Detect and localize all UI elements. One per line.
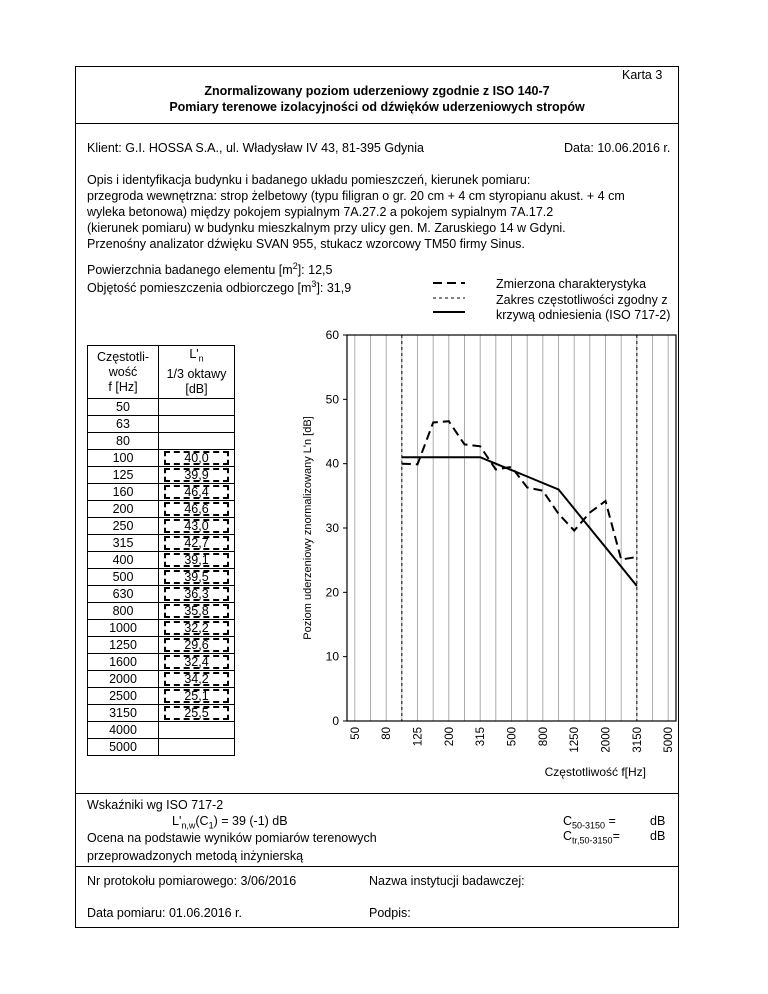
table-row bbox=[88, 484, 235, 501]
frequency-cell: 2500 bbox=[88, 688, 159, 705]
table-row bbox=[88, 450, 235, 467]
frequency-cell: 1250 bbox=[88, 637, 159, 654]
table-row bbox=[88, 671, 235, 688]
level-cell: 46,4 bbox=[159, 484, 235, 501]
frequency-cell: 125 bbox=[88, 467, 159, 484]
level-cell: 39,5 bbox=[159, 569, 235, 586]
table-header-frequency: Częstotli- wość f [Hz] bbox=[88, 346, 159, 399]
table-row bbox=[88, 416, 235, 433]
x-axis-label: Częstotliwość f[Hz] bbox=[544, 765, 646, 779]
level-cell: 40,0 bbox=[159, 450, 235, 467]
protocol-number: Nr protokołu pomiarowego: 3/06/2016 bbox=[87, 874, 297, 888]
frequency-cell: 3150 bbox=[88, 705, 159, 722]
table-row bbox=[88, 467, 235, 484]
divider bbox=[75, 123, 679, 124]
frequency-cell: 800 bbox=[88, 603, 159, 620]
frequency-cell: 50 bbox=[88, 399, 159, 416]
ctr-index: $C_{tr,50-3150}=$ bbox=[563, 829, 620, 846]
c-unit: dB bbox=[650, 814, 666, 828]
table-row bbox=[88, 620, 235, 637]
frequency-cell: 630 bbox=[88, 586, 159, 603]
y-tick-label: 0 bbox=[332, 714, 339, 728]
level-cell bbox=[159, 722, 235, 739]
y-tick-label: 40 bbox=[325, 456, 339, 471]
table-row bbox=[88, 569, 235, 586]
frequency-table bbox=[87, 345, 235, 756]
frequency-cell: 5000 bbox=[88, 739, 159, 756]
institution-label: Nazwa instytucji badawczej: bbox=[369, 874, 525, 888]
x-tick-label: 500 bbox=[506, 727, 519, 747]
level-cell: 39,1 bbox=[159, 552, 235, 569]
frequency-cell: 63 bbox=[88, 416, 159, 433]
table-row bbox=[88, 705, 235, 722]
assessment-line: przeprowadzonych metodą inżynierską bbox=[87, 849, 304, 863]
x-tick-label: 125 bbox=[412, 727, 425, 747]
frequency-cell: 1600 bbox=[88, 654, 159, 671]
table-row bbox=[88, 518, 235, 535]
measured-series-line bbox=[402, 421, 637, 559]
x-tick-label: 50 bbox=[349, 727, 362, 740]
description bbox=[87, 172, 625, 252]
indices-title: Wskaźniki wg ISO 717-2 bbox=[87, 798, 224, 812]
legend-range: Zakres częstotliwości zgodny z bbox=[496, 292, 668, 307]
level-cell bbox=[159, 739, 235, 756]
card-number: Karta 3 bbox=[622, 68, 663, 82]
table-header-level: $L'_n$ 1/3 oktawy [dB] bbox=[159, 346, 235, 399]
divider bbox=[75, 793, 679, 794]
table-row bbox=[88, 535, 235, 552]
description-line: Przenośny analizator dźwięku SVAN 955, stukacz wzorcowy TM50 firmy Sinus. bbox=[87, 237, 525, 251]
level-cell: 32,2 bbox=[159, 620, 235, 637]
table-header-symbol: $L'_n$ bbox=[189, 347, 204, 364]
level-cell bbox=[159, 399, 235, 416]
frequency-cell: 80 bbox=[88, 433, 159, 450]
level-cell: 46,6 bbox=[159, 501, 235, 518]
level-cell: 25,1 bbox=[159, 688, 235, 705]
x-tick-label: 2000 bbox=[600, 727, 613, 753]
y-tick-label: 30 bbox=[325, 521, 339, 535]
table-row bbox=[88, 654, 235, 671]
x-tick-label: 5000 bbox=[663, 727, 676, 753]
table-row bbox=[88, 552, 235, 569]
level-cell: 29,6 bbox=[159, 637, 235, 654]
table-row bbox=[88, 722, 235, 739]
ctr-unit: dB bbox=[650, 829, 666, 843]
y-tick-label: 10 bbox=[325, 649, 339, 664]
level-cell: 42,7 bbox=[159, 535, 235, 552]
level-cell: 43,0 bbox=[159, 518, 235, 535]
table-row bbox=[88, 603, 235, 620]
table-row bbox=[88, 501, 235, 518]
description-line: Opis i identyfikacja budynku i badanego układu pomieszczeń, kierunek pomiaru: bbox=[87, 173, 531, 187]
x-tick-label: 80 bbox=[381, 727, 394, 740]
x-tick-label: 800 bbox=[537, 727, 550, 747]
weighted-index: $L'_{n,w}(C_1) = 39$ (-1) dB bbox=[172, 814, 288, 831]
legend-measured: Zmierzona charakterystyka bbox=[496, 277, 647, 291]
frequency-cell: 200 bbox=[88, 501, 159, 518]
c-index: $C_{50-3150}$ = bbox=[563, 814, 616, 831]
room-volume: Objętość pomieszczenia odbiorczego [m$^3$]: 31,9 bbox=[87, 279, 352, 296]
level-cell: 32,4 bbox=[159, 654, 235, 671]
signature-label: Podpis: bbox=[369, 906, 411, 920]
frequency-cell: 250 bbox=[88, 518, 159, 535]
page-subtitle: Pomiary terenowe izolacyjności od dźwięków uderzeniowych stropów bbox=[169, 100, 585, 114]
level-cell: 34,2 bbox=[159, 671, 235, 688]
frequency-cell: 1000 bbox=[88, 620, 159, 637]
y-tick-label: 20 bbox=[325, 585, 339, 600]
description-line: wyleka betonowa) między pokojem sypialnym 7A.27.2 a pokojem sypialnym 7A.17.2 bbox=[87, 205, 554, 219]
frequency-cell: 400 bbox=[88, 552, 159, 569]
frequency-cell: 315 bbox=[88, 535, 159, 552]
y-axis-label: Poziom uderzeniowy znormalizowany L'n [dB] bbox=[302, 416, 314, 640]
x-tick-label: 315 bbox=[475, 727, 488, 747]
surface-area: Powierzchnia badanego elementu [m$^2$]: 12,5 bbox=[87, 261, 333, 278]
level-cell: 36,3 bbox=[159, 586, 235, 603]
impact-level-chart bbox=[295, 325, 685, 785]
frequency-cell: 2000 bbox=[88, 671, 159, 688]
table-row bbox=[88, 586, 235, 603]
assessment-line: Ocena na podstawie wyników pomiarów terenowych bbox=[87, 831, 377, 845]
table-row bbox=[88, 637, 235, 654]
table-row bbox=[88, 399, 235, 416]
report-date: Data: 10.06.2016 r. bbox=[564, 141, 671, 155]
level-cell: 35,8 bbox=[159, 603, 235, 620]
level-cell bbox=[159, 416, 235, 433]
legend-reference: krzywą odniesienia (ISO 717-2) bbox=[496, 308, 671, 322]
frequency-cell: 4000 bbox=[88, 722, 159, 739]
client-label: Klient: G.I. HOSSA S.A., ul. Władysław IV 43, 81-395 Gdynia bbox=[87, 141, 424, 155]
legend bbox=[496, 277, 670, 324]
y-tick-label: 50 bbox=[325, 392, 339, 407]
description-line: (kierunek pomiaru) w budynku mieszkalnym przy ulicy gen. M. Zaruskiego 14 w Gdyni. bbox=[87, 221, 566, 235]
x-tick-label: 200 bbox=[443, 727, 456, 747]
level-cell bbox=[159, 433, 235, 450]
legend-swatches bbox=[425, 275, 495, 323]
x-tick-label: 3150 bbox=[631, 727, 644, 753]
level-cell: 25,5 bbox=[159, 705, 235, 722]
description-line: przegroda wewnętrzna: strop żelbetowy (typu filigran o gr. 20 cm + 4 cm styropianu akust. + 4 cm bbox=[87, 189, 625, 203]
frequency-cell: 100 bbox=[88, 450, 159, 467]
y-tick-label: 60 bbox=[325, 328, 339, 342]
x-tick-label: 1250 bbox=[569, 727, 582, 753]
page-title: Znormalizowany poziom uderzeniowy zgodnie z ISO 140-7 bbox=[204, 84, 550, 98]
level-cell: 39,9 bbox=[159, 467, 235, 484]
frequency-cell: 500 bbox=[88, 569, 159, 586]
divider bbox=[75, 866, 679, 867]
frequency-cell: 160 bbox=[88, 484, 159, 501]
table-row bbox=[88, 739, 235, 756]
table-row bbox=[88, 688, 235, 705]
measurement-date: Data pomiaru: 01.06.2016 r. bbox=[87, 906, 242, 920]
table-row bbox=[88, 433, 235, 450]
